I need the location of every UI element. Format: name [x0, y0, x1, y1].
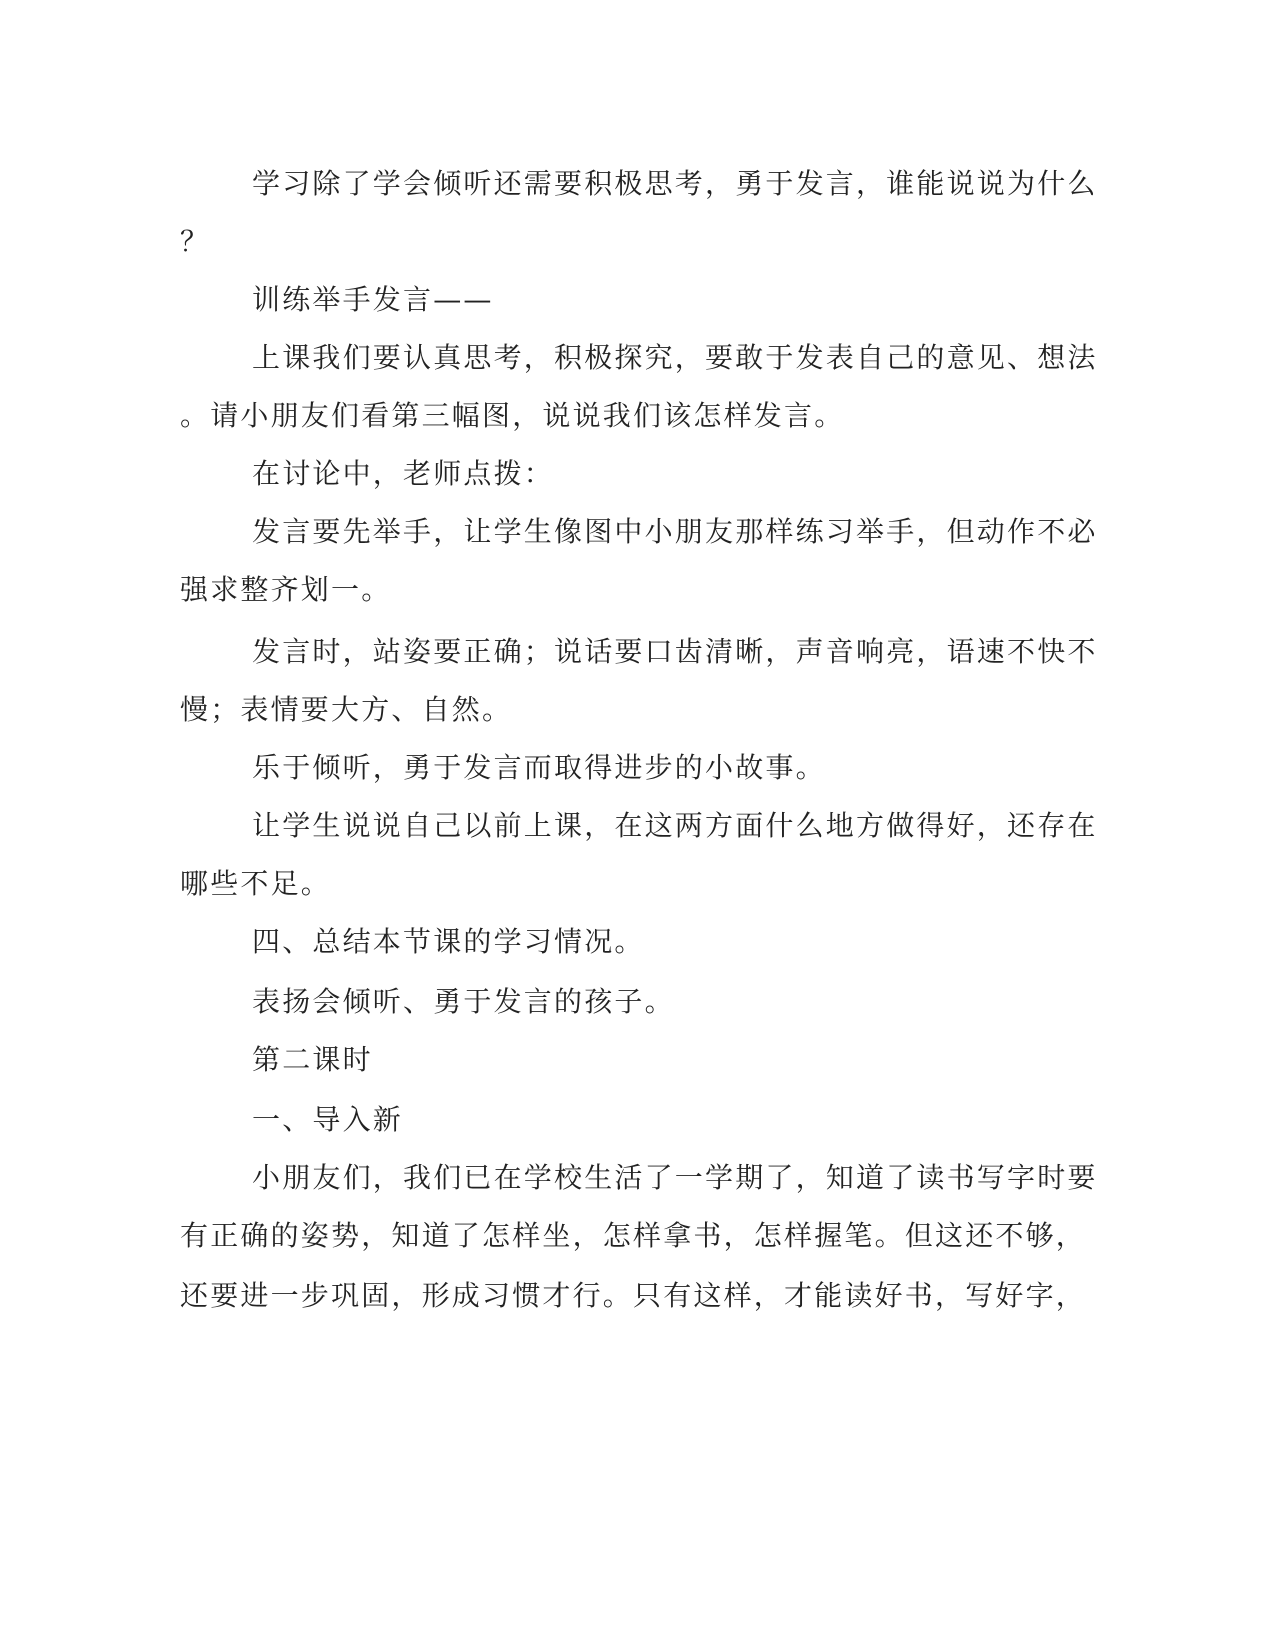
paragraph-line-7: 发言要先举手，让学生像图中小朋友那样练习举手，但动作不必: [252, 515, 1098, 548]
paragraph-line-13: 哪些不足。: [180, 867, 332, 900]
paragraph-line-19: 有正确的姿势，知道了怎样坐，怎样拿书，怎样握笔。但这还不够，: [180, 1219, 1087, 1252]
paragraph-line-20: 还要进一步巩固，形成习惯才行。只有这样，才能读好书，写好字，: [180, 1279, 1087, 1312]
paragraph-line-5: 。请小朋友们看第三幅图，说说我们该怎样发言。: [180, 399, 845, 432]
paragraph-line-18: 小朋友们，我们已在学校生活了一学期了，知道了读书写字时要: [252, 1161, 1098, 1194]
paragraph-line-14: 四、总结本节课的学习情况。: [252, 925, 645, 958]
paragraph-line-17: 一、导入新: [252, 1103, 404, 1136]
paragraph-line-8: 强求整齐划一。: [180, 573, 392, 606]
paragraph-line-12: 让学生说说自己以前上课，在这两方面什么地方做得好，还存在: [252, 809, 1098, 842]
paragraph-line-15: 表扬会倾听、勇于发言的孩子。: [252, 985, 675, 1018]
paragraph-line-1: 学习除了学会倾听还需要积极思考，勇于发言，谁能说说为什么: [252, 167, 1098, 200]
paragraph-line-9: 发言时，站姿要正确；说话要口齿清晰，声音响亮，语速不快不: [252, 635, 1098, 668]
paragraph-line-11: 乐于倾听，勇于发言而取得进步的小故事。: [252, 751, 826, 784]
paragraph-line-16: 第二课时: [252, 1043, 373, 1076]
paragraph-line-3: 训练举手发言——: [252, 283, 494, 316]
paragraph-line-6: 在讨论中，老师点拨：: [252, 457, 555, 490]
paragraph-line-4: 上课我们要认真思考，积极探究，要敢于发表自己的意见、想法: [252, 341, 1098, 374]
paragraph-line-10: 慢；表情要大方、自然。: [180, 693, 513, 726]
paragraph-line-2: ？: [180, 225, 211, 258]
